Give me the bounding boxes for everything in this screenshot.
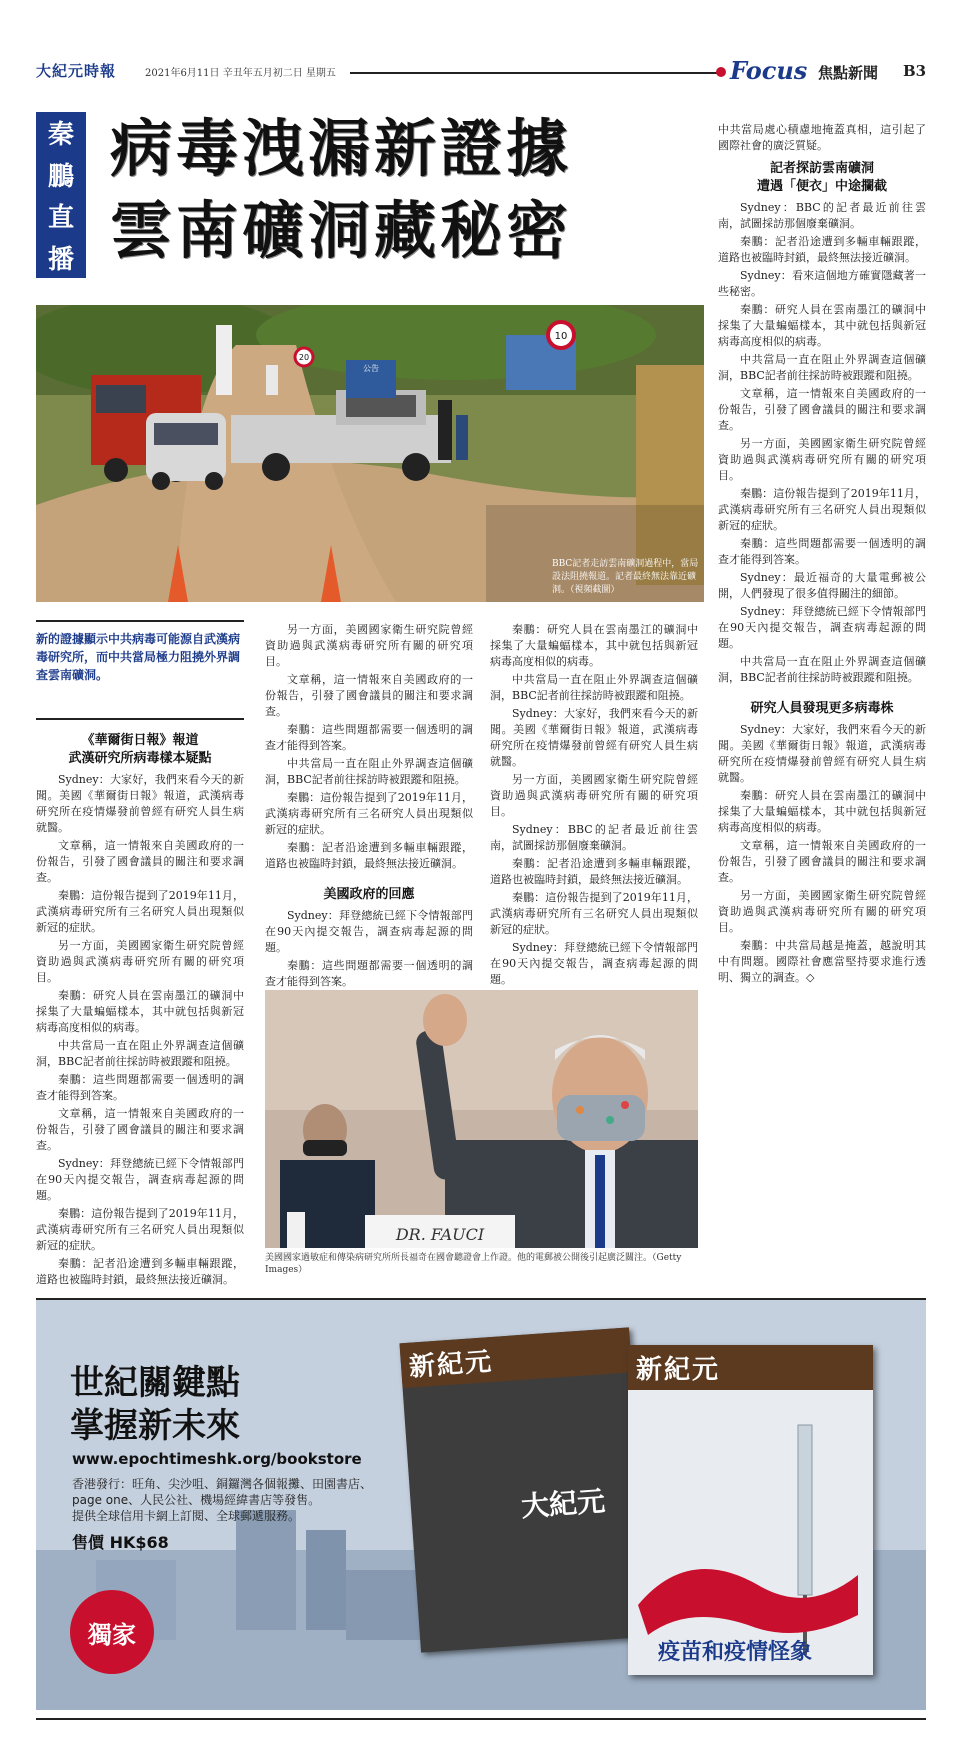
paragraph: 文章稱，這一情報來自美國政府的一份報告，引發了國會議員的關注和要求調查。	[718, 387, 926, 432]
magazine-cover-2[interactable]	[628, 1345, 873, 1675]
exclusive-seal: 獨家	[70, 1590, 154, 1674]
article-col1	[36, 726, 244, 1358]
paragraph: Sydney：看來這個地方確實隱藏著一些秘密。	[718, 269, 926, 298]
kicker-char: 直	[47, 203, 74, 234]
magazine-cover-1[interactable]	[399, 1327, 650, 1652]
paragraph: 中共當局一直在阻止外界調查這個礦洞，BBC記者前往採訪時被跟蹤和阻撓。	[490, 673, 698, 702]
paragraph: Sydney：大家好，我們來看今天的新聞。美國《華爾街日報》報道，武漢病毒研究所在疫情爆發前曾經有研究人員生病就醫。	[490, 707, 698, 768]
article-col3	[490, 622, 698, 1024]
paragraph: 另一方面，美國國家衛生研究院曾經資助過與武漢病毒研究所有關的研究項目。	[36, 939, 244, 984]
kicker-char: 鵬	[47, 161, 74, 192]
divider	[36, 718, 244, 720]
article-col4	[718, 122, 926, 988]
speed-sign-2-text: 20	[298, 353, 310, 362]
paragraph: 文章稱，這一情報來自美國政府的一份報告，引發了國會議員的關注和要求調查。	[36, 839, 244, 884]
ad-title-2: 掌握新未來	[70, 1406, 240, 1446]
paragraph: Sydney：拜登總統已經下令情報部門在90天內提交報告，調查病毒起源的問題。	[490, 941, 698, 986]
paragraph: 文章稱，這一情報來自美國政府的一份報告，引發了國會議員的關注和要求調查。	[265, 673, 473, 718]
ad-line-2: page one、人民公社、機場經緯書店等發售。	[72, 1493, 321, 1507]
subhead-1: 《華爾街日報》報道 武漢研究所病毒樣本疑點	[68, 733, 212, 766]
focus-dot-icon	[716, 67, 726, 77]
paragraph: 秦鵬：記者沿途遭到多輛車輛跟蹤，道路也被臨時封鎖，最終無法接近礦洞。	[490, 857, 698, 886]
photo2-caption: 美國國家過敏症和傳染病研究所所長福奇在國會聽證會上作證。他的電郵被公開後引起廣泛關注。（Getty Images）	[265, 1253, 682, 1275]
ad-line-1: 香港發行：旺角、尖沙咀、銅鑼灣各個報攤、田園書店、	[72, 1477, 373, 1491]
divider	[36, 620, 244, 622]
bottom-rule	[36, 1718, 926, 1720]
speed-sign-text: 10	[554, 331, 568, 342]
paragraph: Sydney：BBC的記者最近前往雲南，試圖採訪那個廢棄礦洞。	[490, 823, 698, 852]
article-lead: 新的證據顯示中共病毒可能源自武漢病毒研究所，而中共當局極力阻撓外界調查雲南礦洞。	[36, 632, 241, 682]
masthead: 大紀元時報	[36, 62, 117, 80]
fauci-photo	[265, 990, 698, 1248]
paragraph: Sydney：大家好，我們來看今天的新聞。美國《華爾街日報》報道，武漢病毒研究所在疫情爆發前曾經有研究人員生病就醫。	[36, 773, 244, 834]
magazine-2-cover-text: 疫苗和疫情怪象	[658, 1640, 813, 1665]
paragraph: 另一方面，美國國家衛生研究院曾經資助過與武漢病毒研究所有關的研究項目。	[718, 889, 926, 934]
paragraph: 秦鵬：研究人員在雲南墨江的礦洞中採集了大量蝙蝠樣本，其中就包括與新冠病毒高度相似的病毒。	[36, 989, 244, 1034]
paragraph: Sydney：拜登總統已經下令情報部門在90天內提交報告，調查病毒起源的問題。	[718, 605, 926, 650]
header-rule	[350, 72, 720, 74]
paragraph: Sydney：拜登總統已經下令情報部門在90天內提交報告，調查病毒起源的問題。	[265, 909, 473, 954]
magazine-1-cover-text: 大紀元	[520, 1484, 607, 1524]
ad-title-1: 世紀關鍵點	[70, 1363, 240, 1403]
photo1-caption: BBC記者走訪雲南礦洞過程中，當局設法阻撓報道。記者最終無法靠近礦洞。（視頻截圖）	[552, 559, 699, 595]
paragraph: 秦鵬：這些問題都需要一個透明的調查才能得到答案。	[718, 537, 926, 566]
kicker-char: 秦	[47, 120, 74, 151]
page-number: B3	[903, 62, 927, 80]
paragraph: 秦鵬：中共當局越是掩蓋，越說明其中有問題。國際社會應當堅持要求進行透明、獨立的調查。◇	[718, 939, 926, 984]
paragraph: 中共當局一直在阻止外界調查這個礦洞，BBC記者前往採訪時被跟蹤和阻撓。	[718, 353, 926, 382]
ad-price: 售價 HK$68	[72, 1533, 169, 1552]
paragraph: 中共當局一直在阻止外界調查這個礦洞，BBC記者前往採訪時被跟蹤和阻撓。	[718, 655, 926, 684]
paragraph: 秦鵬：這些問題都需要一個透明的調查才能得到答案。	[265, 723, 473, 752]
paragraph: 中共當局一直在阻止外界調查這個礦洞，BBC記者前往採訪時被跟蹤和阻撓。	[265, 757, 473, 786]
paragraph: Sydney：BBC的記者最近前往雲南，試圖採訪那個廢棄礦洞。	[718, 201, 926, 230]
paragraph: 秦鵬：這份報告提到了2019年11月，武漢病毒研究所有三名研究人員出現類似新冠的症狀。	[265, 791, 473, 836]
paragraph: 秦鵬：記者沿途遭到多輛車輛跟蹤，道路也被臨時封鎖，最終無法接近礦洞。	[718, 235, 926, 264]
ad-line-3: 提供全球信用卡網上訂閱、全球郵遞服務。	[72, 1509, 301, 1523]
paragraph: 中共當局一直在阻止外界調查這個礦洞，BBC記者前往採訪時被跟蹤和阻撓。	[36, 1039, 244, 1068]
paragraph: 秦鵬：這些問題都需要一個透明的調查才能得到答案。	[265, 959, 473, 988]
headline-line1: 病毒洩漏新證據	[110, 112, 573, 185]
subhead-4: 記者探訪雲南礦洞 遭遇「便衣」中途攔截	[756, 161, 887, 194]
headline-line2: 雲南礦洞藏秘密	[110, 194, 573, 267]
col4-intro: 中共當局處心積慮地掩蓋真相，這引起了國際社會的廣泛質疑。	[718, 123, 926, 152]
paragraph: 秦鵬：研究人員在雲南墨江的礦洞中採集了大量蝙蝠樣本，其中就包括與新冠病毒高度相似的病毒。	[490, 623, 698, 668]
magazine-1-title: 新紀元	[399, 1327, 632, 1388]
nameplate-text: DR. FAUCI	[395, 1225, 485, 1244]
column-kicker	[36, 112, 86, 278]
paragraph: Sydney：大家好，我們來看今天的新聞。美國《華爾街日報》報道，武漢病毒研究所在疫情爆發前曾經有研究人員生病就醫。	[718, 723, 926, 784]
date-info: 2021年6月11日 辛丑年五月初二日 星期五	[145, 68, 336, 79]
notice-sign-text: 公告	[363, 364, 379, 373]
paragraph: 秦鵬：記者沿途遭到多輛車輛跟蹤，道路也被臨時封鎖，最終無法接近礦洞。	[36, 1257, 244, 1286]
article-col2	[265, 622, 473, 992]
paragraph: 秦鵬：這些問題都需要一個透明的調查才能得到答案。	[36, 1073, 244, 1102]
paragraph: 秦鵬：研究人員在雲南墨江的礦洞中採集了大量蝙蝠樣本，其中就包括與新冠病毒高度相似的病毒。	[718, 789, 926, 834]
paragraph: 文章稱，這一情報來自美國政府的一份報告，引發了國會議員的關注和要求調查。	[718, 839, 926, 884]
kicker-char: 播	[47, 244, 74, 275]
subhead-5: 研究人員發現更多病毒株	[750, 701, 894, 716]
paragraph: 文章稱，這一情報來自美國政府的一份報告，引發了國會議員的關注和要求調查。	[36, 1107, 244, 1152]
vaccine-syringe-image	[628, 1385, 873, 1675]
section-brand: Focus	[730, 56, 808, 85]
paragraph: Sydney：拜登總統已經下令情報部門在90天內提交報告，調查病毒起源的問題。	[36, 1157, 244, 1202]
paragraph: 另一方面，美國國家衛生研究院曾經資助過與武漢病毒研究所有關的研究項目。	[490, 773, 698, 818]
paragraph: Sydney：最近福奇的大量電郵被公開，人們發現了很多值得關注的細節。	[718, 571, 926, 600]
ad-url-link[interactable]: www.epochtimeshk.org/bookstore	[72, 1450, 362, 1468]
paragraph: 另一方面，美國國家衛生研究院曾經資助過與武漢病毒研究所有關的研究項目。	[265, 623, 473, 668]
subhead-3: 美國政府的回應	[323, 887, 415, 902]
magazine-2-title: 新紀元	[628, 1345, 873, 1390]
hearing-scene-image	[265, 990, 698, 1248]
paragraph: 秦鵬：這份報告提到了2019年11月，武漢病毒研究所有三名研究人員出現類似新冠的症狀。	[490, 891, 698, 936]
paragraph: 秦鵬：記者沿途遭到多輛車輛跟蹤，道路也被臨時封鎖，最終無法接近礦洞。	[265, 841, 473, 870]
section-name: 焦點新聞	[818, 64, 879, 82]
paragraph: 秦鵬：這份報告提到了2019年11月，武漢病毒研究所有三名研究人員出現類似新冠的症狀。	[718, 487, 926, 532]
paragraph: 秦鵬：這份報告提到了2019年11月，武漢病毒研究所有三名研究人員出現類似新冠的症狀。	[36, 1207, 244, 1252]
paragraph: 秦鵬：這份報告提到了2019年11月，武漢病毒研究所有三名研究人員出現類似新冠的症狀。	[36, 889, 244, 934]
paragraph: 另一方面，美國國家衛生研究院曾經資助過與武漢病毒研究所有關的研究項目。	[718, 437, 926, 482]
headline	[110, 108, 572, 272]
paragraph: 秦鵬：研究人員在雲南墨江的礦洞中採集了大量蝙蝠樣本，其中就包括與新冠病毒高度相似的病毒。	[718, 303, 926, 348]
